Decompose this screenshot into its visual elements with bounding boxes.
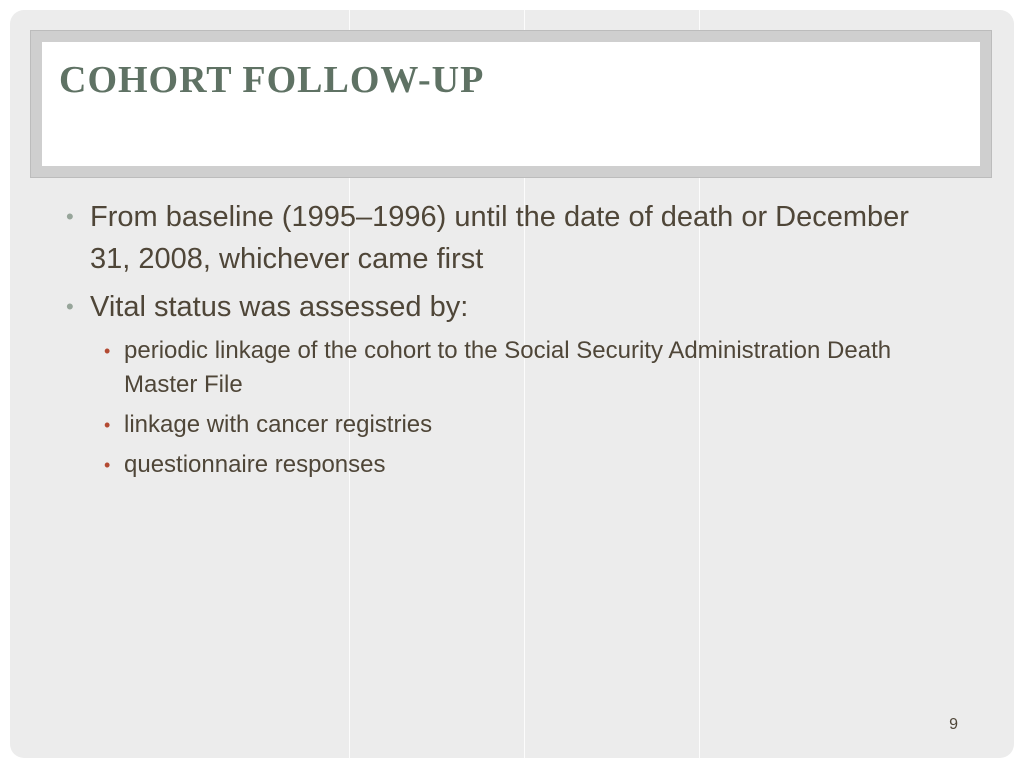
sub-bullet-item xyxy=(62,448,952,482)
bullet-marker: • xyxy=(66,204,74,229)
bullet-text: From baseline (1995–1996) until the date of death or December 31, 2008, whichever came first xyxy=(90,201,909,275)
title-frame xyxy=(30,30,992,178)
sub-bullet-text: linkage with cancer registries xyxy=(124,411,433,438)
sub-bullet-item xyxy=(62,408,952,442)
sub-bullet-text: periodic linkage of the cohort to the Social Security Administration Death Master File xyxy=(124,337,892,398)
bullet-item xyxy=(62,286,952,328)
sub-bullet-marker: • xyxy=(104,415,111,435)
sub-bullet-item xyxy=(62,334,952,402)
bullet-item xyxy=(62,196,952,280)
sub-bullet-marker: • xyxy=(104,455,111,475)
title-box xyxy=(42,42,980,166)
page-number: 9 xyxy=(949,716,958,733)
bullet-marker: • xyxy=(66,294,74,319)
sub-bullet-marker: • xyxy=(104,341,111,361)
bullet-text: Vital status was assessed by: xyxy=(90,291,469,323)
sub-bullet-text: questionnaire responses xyxy=(124,451,386,478)
slide-title: COHORT FOLLOW-UP xyxy=(59,59,485,101)
slide-body xyxy=(62,196,952,488)
